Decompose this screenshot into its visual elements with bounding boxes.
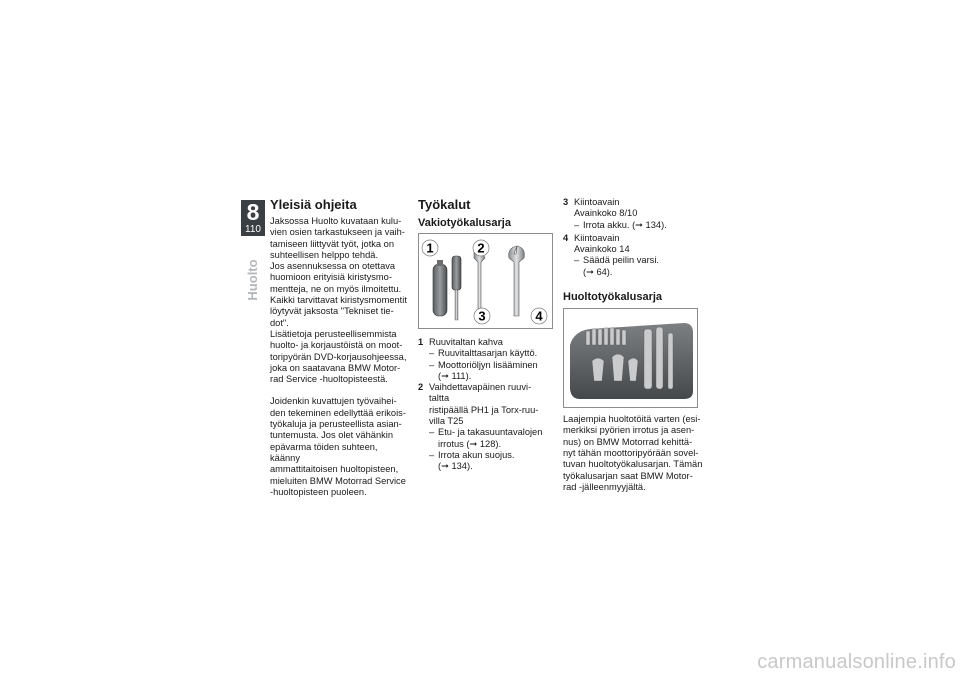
tool-item-1: 1 Ruuvitaltan kahva bbox=[418, 337, 503, 347]
tool-item-1-use-1: – Ruuvitalttasarjan käyttö. bbox=[429, 348, 538, 359]
watermark: carmanualsonline.info bbox=[757, 651, 956, 673]
screwdriver-handle-icon bbox=[433, 260, 447, 316]
tool-item-4-use-1: – Säädä peilin varsi. (➞ 64). bbox=[574, 255, 705, 278]
callout-2: 2 bbox=[477, 240, 485, 256]
tool-item-3: 3 Kiintoavain Avainkoko 8/10 bbox=[563, 197, 638, 219]
service-toolkit-illustration bbox=[564, 309, 697, 407]
standard-toolkit-heading: Vakiotyökalusarja bbox=[418, 217, 511, 229]
chapter-number: 8 bbox=[246, 199, 260, 225]
page-reference[interactable]: (➞ 64). bbox=[583, 266, 613, 277]
service-toolkit-paragraph: Laajempia huoltotöitä varten (esi- merkiksi pyörien irrotus ja asen- nus) on BMW Motorrad kehittä- nyt tähän moottoripyörään sovel- tuvan huoltotyökalusarjan. Tämän työkalusarjan saat BMW Motor- rad -jälleenmyyjältä. bbox=[563, 414, 703, 492]
tool-item-2-use-1: – Etu- ja takasuuntavalojen irrotus (➞ 128). bbox=[429, 427, 543, 449]
tool-item-4: 4 Kiintoavain Avainkoko 14 bbox=[563, 232, 630, 255]
callout-3: 3 bbox=[478, 308, 486, 324]
service-toolkit-figure bbox=[563, 308, 698, 408]
tool-item-2: 2 Vaihdettavapäinen ruuvi- taltta ristipäällä PH1 ja Torx-ruu- villa T25 bbox=[418, 382, 539, 427]
tool-item-3-use-1: – Irrota akku. (➞ 134). bbox=[574, 219, 667, 230]
service-toolkit-heading: Huoltotyökalusarja bbox=[563, 291, 663, 304]
tools-column bbox=[418, 197, 554, 473]
tools-heading: Työkalut bbox=[418, 197, 471, 212]
general-instructions-paragraph-1: Jaksossa Huolto kuvataan kulu- vien osien tarkastukseen ja vaih- tamiseen liittyvät työt, jotka on suhteellisen helppo tehdä. Jos asennuksessa on otettava huomioon erityisiä kiristysmo- mentteja, ne on myös ilmoitettu. Kaikki tarvittavat kiristysmomentit löytyvät jaksosta "Tekniset tie- dot". Lisätietoja perusteellisemmista huolto- ja korjaustöistä on moot- toripyörän DVD-korjausohjeessa, joka on saatavana BMW Motor- rad Service -huoltopisteestä. bbox=[270, 216, 407, 385]
tools-continued-column bbox=[563, 197, 705, 493]
callout-4: 4 bbox=[535, 308, 543, 324]
page-number: 110 bbox=[245, 224, 261, 235]
page-reference[interactable]: (➞ 134). bbox=[438, 461, 473, 472]
section-side-label: Huolto bbox=[245, 259, 260, 301]
wrench-large-icon bbox=[509, 246, 525, 316]
tool-item-1-use-2: – Moottoriöljyn lisääminen (➞ 111). bbox=[429, 360, 554, 383]
general-instructions-paragraph-2: Joidenkin kuvattujen työvaihei- den tekeminen edellyttää erikois- työkaluja ja perusteellista asian- tuntemusta. Jos olet vähänkin epävarma töiden suhteen, käänny ammattitaitoisen huoltopisteen, mieluiten BMW Motorrad Service -huoltopisteen puoleen. bbox=[270, 396, 406, 497]
callout-1: 1 bbox=[426, 240, 434, 256]
general-instructions-heading: Yleisiä ohjeita bbox=[270, 197, 357, 212]
standard-toolkit-figure bbox=[418, 233, 553, 329]
toolkit-illustration bbox=[419, 234, 552, 328]
page-reference[interactable]: (➞ 111). bbox=[438, 370, 472, 381]
tool-item-2-use-2: – Irrota akun suojus. (➞ 134). bbox=[429, 450, 554, 473]
screwdriver-icon bbox=[452, 256, 461, 320]
general-instructions-column bbox=[270, 197, 410, 498]
